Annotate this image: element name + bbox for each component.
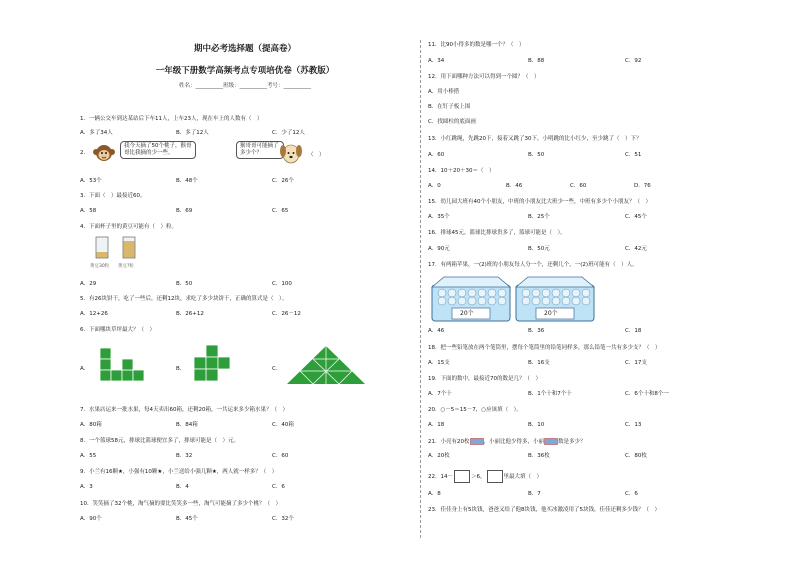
question-12: 12．用下面哪种方法可以得到一个圆？（ ） bbox=[428, 74, 540, 80]
question-13: 13．小红跳绳，先跳20下，接着又跳了30下，小明跳的比小红少，至少跳了（ ）下？ bbox=[428, 136, 642, 142]
student-info: 姓名：__________班级：__________考号：__________ bbox=[178, 83, 311, 89]
question-17: 17．有两箱苹果，一(2)班的小朋友每人分一个，还剩几个，一(2)班可能有（ ）人。 bbox=[428, 262, 638, 268]
option-a: A．15支 bbox=[428, 360, 450, 366]
option-a: A．7个十 bbox=[428, 391, 452, 397]
option-c: C．6 bbox=[625, 491, 638, 497]
option-c: C．42元 bbox=[625, 246, 647, 252]
question-15: 15．幼儿园大班有40个小朋友，中班的小朋友比大班少一些，中班有多少个小朋友？（ ） bbox=[428, 199, 651, 205]
stamp-icon bbox=[470, 438, 484, 445]
option-b: B．46 bbox=[506, 183, 523, 189]
option-a: A．多了34人 bbox=[80, 130, 113, 136]
option-c: C．13 bbox=[625, 422, 642, 428]
question-21-text-a: 21．小亮有20枚 bbox=[428, 439, 470, 445]
answer-box bbox=[454, 470, 470, 483]
dog-speech-bubble: 猴哥哥可能摘了多少个？ bbox=[236, 141, 284, 159]
question-11: 11．比90小得多的数是哪一个？（ ） bbox=[428, 42, 525, 48]
option-c: C．45个 bbox=[625, 214, 647, 220]
option-a: A．80箱 bbox=[80, 422, 102, 428]
option-b: B．50元 bbox=[528, 246, 550, 252]
question-1: 1．一辆公交车到达某站后下车11人，上车23人，现在车上的人数有（ ） bbox=[80, 116, 263, 122]
option-b: B．25个 bbox=[528, 214, 550, 220]
page-title: 期中必考选择题（提高卷） bbox=[193, 44, 296, 54]
option-b: B．4 bbox=[176, 484, 189, 490]
question-16: 16．排球45元，篮球比排球贵多了，篮球可能是（ ）。 bbox=[428, 230, 566, 236]
option-b: B．26+12 bbox=[176, 311, 204, 317]
question-23: 23．佳佳身上有5块钱，爸爸又给了他8块钱，他买冰激凌用了5块钱，佳佳还剩多少钱？（ ） bbox=[428, 507, 660, 513]
option-c: C．26个 bbox=[272, 178, 294, 184]
option-b: B．1个十和7个十 bbox=[528, 391, 572, 397]
option-c: C．17支 bbox=[625, 360, 647, 366]
option-b: B．69 bbox=[176, 208, 193, 214]
question-19: 19．下面的数中，最接近70的数是几？（ ） bbox=[428, 376, 541, 382]
question-4: 4．下面杯子里的黄豆可能有（ ）粒。 bbox=[80, 224, 178, 230]
monkey-icon bbox=[92, 142, 116, 166]
option-c: C．少了12人 bbox=[272, 130, 305, 136]
option-a: A．8 bbox=[428, 491, 441, 497]
question-22-text-a: 22．14－ bbox=[428, 474, 453, 480]
question-12-option-a: A．用小棒搭 bbox=[428, 89, 460, 95]
option-b: B．45个 bbox=[176, 516, 198, 522]
option-b: B． bbox=[176, 366, 186, 372]
option-a: A．20枚 bbox=[428, 453, 450, 459]
cup-full-icon bbox=[121, 235, 137, 259]
answer-box bbox=[487, 470, 503, 483]
option-c: C．6 bbox=[272, 484, 285, 490]
question-21-text-b: ，小丽比他少得多，小丽 bbox=[483, 439, 545, 445]
cup-small-icon bbox=[94, 235, 110, 259]
option-a: A．29 bbox=[80, 281, 97, 287]
option-c: C．60 bbox=[570, 183, 587, 189]
dog-icon bbox=[279, 141, 303, 166]
question-20: 20．○－5＝15－7，○应该填（ ）。 bbox=[428, 407, 522, 413]
option-d: D．76 bbox=[634, 183, 651, 189]
monkey-speech-bubble: 我今天摘了50个桃子，猴哥哥比我摘的少一些。 bbox=[120, 141, 196, 159]
apple-box-label: 20个 bbox=[460, 310, 474, 317]
option-c: C．26－12 bbox=[272, 311, 301, 317]
lawn-shape-b bbox=[192, 344, 232, 386]
option-c: C．18 bbox=[625, 328, 642, 334]
question-9: 9．小兰有16颗★，小强有10颗★，小兰送给小强几颗★，两人就一样多？（ ） bbox=[80, 469, 278, 475]
option-c: C．6个十和8个一 bbox=[625, 391, 669, 397]
question-5: 5．有26块饼干，吃了一些后，还剩12块，求吃了多少块饼干，正确的算式是（ ）。 bbox=[80, 296, 288, 302]
question-8: 8．一个篮球58元，排球比篮球便宜多了，排球可能是（ ）元。 bbox=[80, 438, 239, 444]
question-22-text-b: ＞6， bbox=[471, 474, 486, 480]
option-a: A．18 bbox=[428, 422, 445, 428]
option-c: C．80枚 bbox=[625, 453, 647, 459]
option-c: C．60 bbox=[272, 453, 289, 459]
cup-label-b: 黄豆?粒 bbox=[118, 264, 134, 269]
option-a: A．90元 bbox=[428, 246, 450, 252]
option-a: A．12+26 bbox=[80, 311, 108, 317]
option-a: A．58 bbox=[80, 208, 97, 214]
question-2-number: 2． bbox=[80, 150, 89, 156]
option-a: A．46 bbox=[428, 328, 445, 334]
question-21 bbox=[428, 438, 586, 446]
question-2-blank: （ ） bbox=[308, 152, 325, 158]
option-b: B．88 bbox=[528, 58, 545, 64]
question-12-option-b: B．在钉子板上围 bbox=[428, 104, 471, 110]
option-a: A．3 bbox=[80, 484, 93, 490]
question-22 bbox=[428, 470, 542, 484]
stamp-icon bbox=[544, 438, 558, 445]
question-21-text-c: 数是多少？ bbox=[558, 439, 586, 445]
option-b: B．50 bbox=[528, 152, 545, 158]
option-b: B．32 bbox=[176, 453, 193, 459]
question-10: 10．笑笑摘了32个桃，淘气摘的要比笑笑多一些，淘气可能摘了多少个桃？（ ） bbox=[80, 501, 281, 507]
column-divider bbox=[420, 40, 421, 538]
option-c: C．65 bbox=[272, 208, 289, 214]
option-b: B．84箱 bbox=[176, 422, 198, 428]
option-b: B．50 bbox=[176, 281, 193, 287]
option-b: B．16支 bbox=[528, 360, 550, 366]
option-b: B．36 bbox=[528, 328, 545, 334]
page-subtitle: 一年级下册数学高频考点专项培优卷（苏教版） bbox=[155, 66, 335, 76]
question-6: 6．下面哪块草坪最大？（ ） bbox=[80, 327, 156, 333]
lawn-shape-c bbox=[285, 344, 367, 386]
option-b: B．36枚 bbox=[528, 453, 550, 459]
question-22-text-c: 里最大填（ ） bbox=[503, 474, 543, 480]
option-b: B．48个 bbox=[176, 178, 198, 184]
question-14: 14．10＋20＋30＝（ ） bbox=[428, 168, 495, 174]
option-c: C．32个 bbox=[272, 516, 294, 522]
option-b: B．多了12人 bbox=[176, 130, 209, 136]
cup-label-a: 黄豆30粒 bbox=[90, 264, 110, 269]
option-c: C．40箱 bbox=[272, 422, 294, 428]
option-a: A．35个 bbox=[428, 214, 450, 220]
option-a: A．90个 bbox=[80, 516, 102, 522]
option-c: C． bbox=[272, 366, 282, 372]
question-18: 18．把一些铅笔放在两个笔筒里，摆每个笔筒里的铅笔同样多，那么铅笔一共有多少支？（ ） bbox=[428, 345, 661, 351]
option-b: B．10 bbox=[528, 422, 545, 428]
lawn-shape-a bbox=[98, 346, 146, 384]
option-a: A．34 bbox=[428, 58, 445, 64]
option-a: A．53个 bbox=[80, 178, 102, 184]
option-a: A．55 bbox=[80, 453, 97, 459]
apple-box-label: 20个 bbox=[544, 310, 558, 317]
option-c: C．51 bbox=[625, 152, 642, 158]
option-c: C．100 bbox=[272, 281, 292, 287]
question-3: 3．下面（ ）最接近60。 bbox=[80, 193, 146, 199]
option-b: B．7 bbox=[528, 491, 541, 497]
question-12-option-c: C．找圆柱的底面画 bbox=[428, 119, 476, 125]
option-a: A．0 bbox=[428, 183, 441, 189]
option-c: C．92 bbox=[625, 58, 642, 64]
option-a: A．60 bbox=[428, 152, 445, 158]
question-7: 7．水果店运来一批水果，每4天卖出60箱，还剩20箱，一共运来多少箱水果？（ ） bbox=[80, 407, 288, 413]
option-a: A． bbox=[80, 366, 90, 372]
